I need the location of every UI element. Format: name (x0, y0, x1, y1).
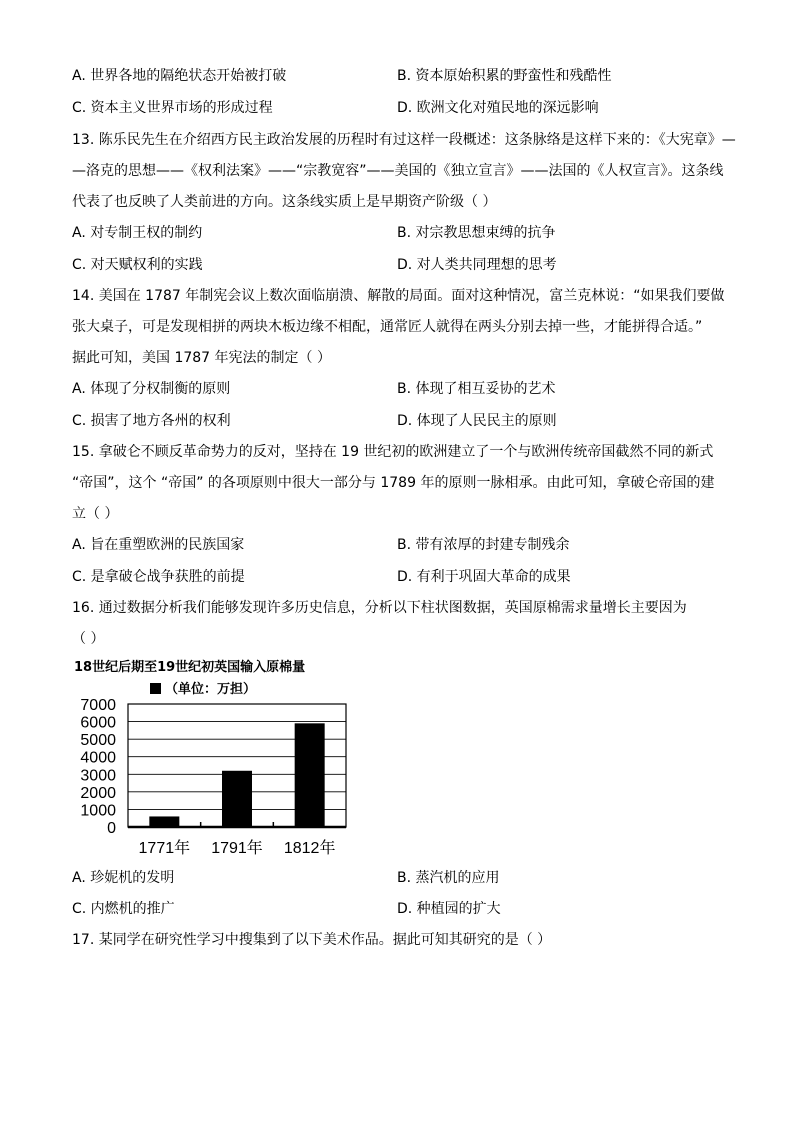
q16-option-c: C. 内燃机的推广 (72, 901, 175, 917)
q15-option-b: B. 带有浓厚的封建专制残余 (397, 537, 570, 553)
cotton-import-chart (64, 652, 364, 864)
q15-stem-line-2: “帝国”，这个 “帝国” 的各项原则中很大一部分与 1789 年的原则一脉相承。由此可知，拿破仑帝国的建 (72, 475, 715, 491)
bar-1 (149, 816, 179, 827)
q14-stem-line-1: 14. 美国在 1787 年制宪会议上数次面临崩溃、解散的局面。面对这种情况，富兰克林说：“如果我们要做 (72, 288, 725, 304)
q16-option-b: B. 蒸汽机的应用 (397, 870, 500, 886)
y-tick-label: 2000 (80, 784, 116, 802)
y-tick-label: 4000 (80, 749, 116, 767)
q14-option-a: A. 体现了分权制衡的原则 (72, 381, 231, 397)
q12-option-b: B. 资本原始积累的野蛮性和残酷性 (397, 68, 612, 84)
q12-option-c: C. 资本主义世界市场的形成过程 (72, 100, 273, 116)
q15-stem-line-3: 立（ ） (72, 506, 119, 522)
q12-option-d: D. 欧洲文化对殖民地的深远影响 (397, 100, 599, 116)
q13-stem-line-1: 13. 陈乐民先生在介绍西方民主政治发展的历程时有过这样一段概述：这条脉络是这样下来的：《大宪章》— (72, 132, 736, 148)
q16-stem-line-1: 16. 通过数据分析我们能够发现许多历史信息，分析以下柱状图数据，英国原棉需求量增长主要因为 (72, 600, 687, 616)
y-tick-label: 6000 (80, 714, 116, 732)
y-tick-label: 5000 (80, 732, 116, 750)
q14-stem-line-3: 据此可知，美国 1787 年宪法的制定（ ） (72, 350, 331, 366)
q13-stem-line-3: 代表了也反映了人类前进的方向。这条线实质上是早期资产阶级（ ） (72, 194, 497, 210)
q15-option-d: D. 有利于巩固大革命的成果 (397, 569, 571, 585)
x-tick-label: 1791年 (211, 840, 263, 857)
chart-legend-label: （单位：万担） (165, 682, 257, 697)
y-tick-label: 7000 (80, 697, 116, 714)
q16-option-d: D. 种植园的扩大 (397, 901, 501, 917)
q13-option-b: B. 对宗教思想束缚的抗争 (397, 225, 556, 241)
q14-option-c: C. 损害了地方各州的权利 (72, 413, 231, 429)
bar-2 (222, 771, 252, 827)
chart-title: 18世纪后期至19世纪初英国输入原棉量 (74, 660, 306, 675)
q12-option-a: A. 世界各地的隔绝状态开始被打破 (72, 68, 287, 84)
q14-option-b: B. 体现了相互妥协的艺术 (397, 381, 556, 397)
q17-stem-line-1: 17. 某同学在研究性学习中搜集到了以下美术作品。据此可知其研究的是（ ） (72, 932, 552, 948)
y-tick-label: 1000 (80, 802, 116, 820)
q14-stem-line-2: 张大桌子，可是发现相拼的两块木板边缘不相配，通常匠人就得在两头分别去掉一些，才能拼得合适。” (72, 319, 703, 335)
q14-option-d: D. 体现了人民民主的原则 (397, 413, 557, 429)
q13-option-a: A. 对专制王权的制约 (72, 225, 203, 241)
x-tick-label: 1771年 (138, 840, 191, 857)
q15-stem-line-1: 15. 拿破仑不顾反革命势力的反对，坚持在 19 世纪初的欧洲建立了一个与欧洲传统帝国截然不同的新式 (72, 444, 714, 460)
q13-option-c: C. 对天赋权利的实践 (72, 257, 203, 273)
bar-3 (295, 723, 325, 827)
q13-option-d: D. 对人类共同理想的思考 (397, 257, 557, 273)
q16-option-a: A. 珍妮机的发明 (72, 870, 175, 886)
q15-option-a: A. 旨在重塑欧洲的民族国家 (72, 537, 245, 553)
y-tick-label: 3000 (80, 767, 116, 785)
q16-stem-line-2: （ ） (72, 631, 105, 647)
chart-plot (64, 652, 364, 864)
q15-option-c: C. 是拿破仑战争获胜的前提 (72, 569, 245, 585)
q13-stem-line-2: —洛克的思想——《权利法案》——“宗教宽容”——美国的《独立宣言》——法国的《人权宣言》。这条线 (72, 163, 724, 179)
y-tick-label: 0 (107, 820, 116, 837)
x-tick-label: 1812年 (283, 840, 336, 857)
